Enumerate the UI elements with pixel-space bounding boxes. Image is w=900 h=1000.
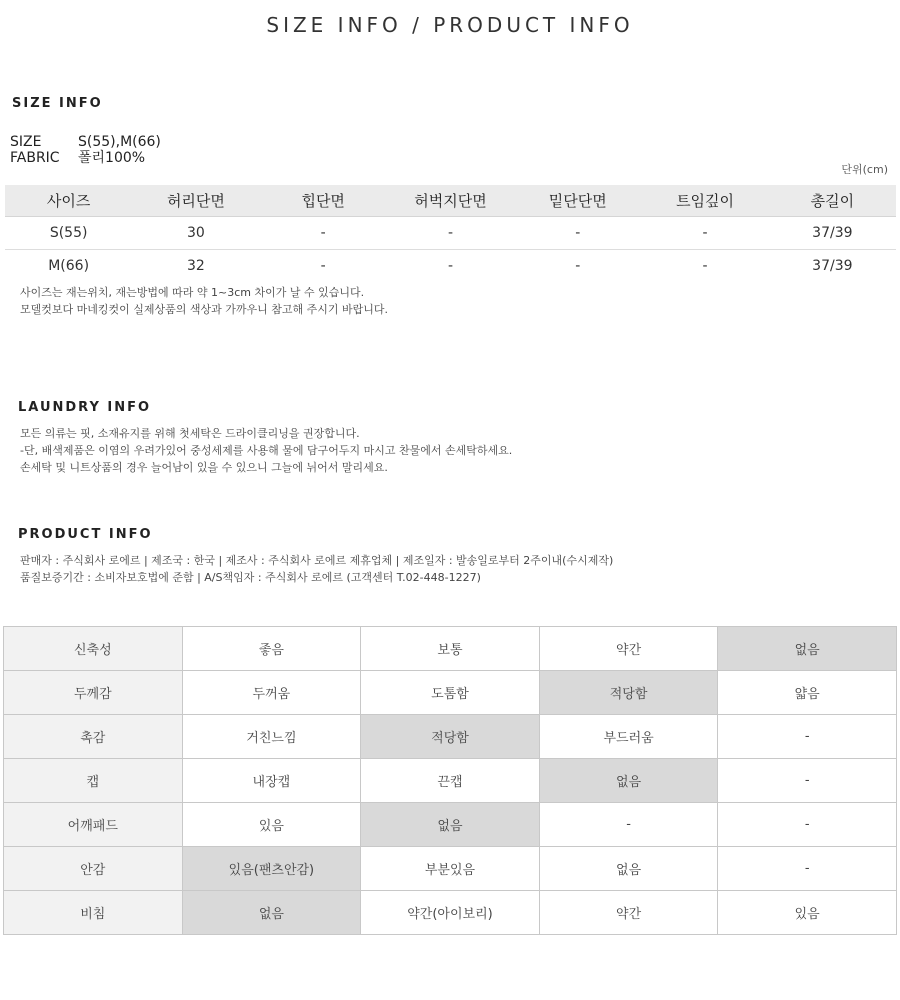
fabric-row-cup — [4, 759, 897, 803]
fabric-row-lining — [4, 847, 897, 891]
fabric-option-cell: 내장캡 — [182, 759, 361, 803]
table-cell: - — [387, 217, 514, 250]
table-cell: - — [447, 258, 454, 274]
fabric-option-cell: - — [718, 759, 897, 803]
fabric-option-cell: - — [718, 803, 897, 847]
product-note-line: 판매자 : 주식회사 로에르 | 제조국 : 한국 | 제조사 : 주식회사 로에르 제휴업체 | 제조일자 : 발송일로부터 2주이내(수시제작) — [20, 554, 614, 567]
hem-column-header: 밑단단면 — [514, 185, 641, 217]
laundry-note-line: 모든 의류는 핏, 소재유지를 위해 첫세탁은 드라이클리닝을 권장합니다. — [20, 427, 360, 440]
fabric-option-cell: 부분있음 — [361, 847, 540, 891]
fabric-option-cell: 없음 — [182, 891, 361, 935]
size-column-header: 사이즈 — [5, 185, 132, 217]
fabric-row-stretch — [4, 627, 897, 671]
slit-column-header: 트임깊이 — [641, 185, 768, 217]
length-column-header: 총길이 — [769, 185, 896, 217]
fabric-option-cell: - — [718, 847, 897, 891]
fabric-option-cell: - — [539, 803, 718, 847]
fabric-property-table — [3, 626, 897, 935]
thigh-column-header: 허벅지단면 — [387, 185, 514, 217]
table-cell: - — [575, 258, 581, 274]
table-row — [5, 217, 896, 250]
size-note-line: 모델컷보다 마네킹컷이 실제상품의 색상과 가까우니 참고해 주시기 바랍니다. — [20, 303, 389, 316]
fabric-option-cell: 없음 — [361, 803, 540, 847]
table-cell: - — [641, 217, 768, 250]
fabric-option-cell: 보통 — [361, 627, 540, 671]
unit-label: 단위(cm) — [841, 163, 888, 176]
fabric-option-cell: 두꺼움 — [182, 671, 361, 715]
fabric-label: FABRIC — [10, 150, 60, 166]
laundry-notes — [20, 425, 512, 476]
page-title: SIZE INFO / PRODUCT INFO — [266, 13, 634, 37]
product-notes — [20, 552, 613, 586]
fabric-row-label: 안감 — [4, 847, 183, 891]
table-row — [5, 250, 896, 283]
table-cell: M(66) — [48, 258, 90, 274]
size-info-heading: SIZE INFO — [12, 96, 103, 111]
fabric-row-label: 캡 — [4, 759, 183, 803]
fabric-option-cell: 좋음 — [182, 627, 361, 671]
fabric-option-cell: 끈캡 — [361, 759, 540, 803]
fabric-row-label: 비침 — [4, 891, 183, 935]
fabric-row-label: 두께감 — [4, 671, 183, 715]
fabric-option-cell: 도톰함 — [361, 671, 540, 715]
fabric-option-cell: - — [718, 715, 897, 759]
fabric-row-label: 어깨패드 — [4, 803, 183, 847]
fabric-option-cell: 없음 — [718, 627, 897, 671]
fabric-option-cell: 약간(아이보리) — [361, 891, 540, 935]
fabric-option-cell: 얇음 — [718, 671, 897, 715]
fabric-option-cell: 적당함 — [361, 715, 540, 759]
fabric-row-shoulder-pad — [4, 803, 897, 847]
fabric-row-sheerness — [4, 891, 897, 935]
table-cell: 30 — [132, 217, 259, 250]
fabric-row-thickness — [4, 671, 897, 715]
fabric-option-cell: 있음 — [718, 891, 897, 935]
laundry-note-line: 손세탁 및 니트상품의 경우 늘어남이 있을 수 있으니 그늘에 뉘어서 말리세요. — [20, 461, 388, 474]
table-cell: S(55) — [5, 217, 132, 250]
size-table — [5, 185, 896, 282]
table-cell: 37/39 — [812, 258, 853, 274]
hip-column-header: 힙단면 — [260, 185, 387, 217]
fabric-row-label: 신축성 — [4, 627, 183, 671]
laundry-note-line: -단, 배색제품은 이염의 우려가있어 중성세제를 사용해 물에 담구어두지 마시고 찬물에서 손세탁하세요. — [20, 444, 513, 457]
fabric-option-cell: 있음(팬츠안감) — [182, 847, 361, 891]
fabric-option-cell: 없음 — [539, 759, 718, 803]
fabric-option-cell: 약간 — [539, 627, 718, 671]
table-cell: - — [320, 258, 326, 274]
product-note-line: 품질보증기간 : 소비자보호법에 준함 | A/S책임자 : 주식회사 로에르 (고객센터 T.02-448-1227) — [20, 571, 481, 584]
table-cell: - — [514, 217, 641, 250]
table-cell: - — [702, 258, 708, 274]
fabric-row-label: 촉감 — [4, 715, 183, 759]
table-cell: 37/39 — [769, 217, 896, 250]
fabric-option-cell: 부드러움 — [539, 715, 718, 759]
laundry-info-heading: LAUNDRY INFO — [18, 400, 152, 415]
fabric-option-cell: 없음 — [539, 847, 718, 891]
table-cell: 32 — [187, 258, 205, 274]
size-label: SIZE — [10, 134, 42, 150]
product-info-heading: PRODUCT INFO — [18, 527, 153, 542]
table-cell: - — [260, 217, 387, 250]
fabric-option-cell: 적당함 — [539, 671, 718, 715]
fabric-option-cell: 거친느낌 — [182, 715, 361, 759]
fabric-option-cell: 있음 — [182, 803, 361, 847]
size-spec-row — [10, 134, 161, 151]
size-table-header-row — [5, 185, 896, 217]
size-notes — [20, 284, 388, 318]
fabric-option-cell: 약간 — [539, 891, 718, 935]
waist-column-header: 허리단면 — [132, 185, 259, 217]
fabric-value: 폴리100% — [78, 150, 146, 166]
size-note-line: 사이즈는 재는위치, 재는방법에 따라 약 1~3cm 차이가 날 수 있습니다. — [20, 286, 365, 299]
size-value: S(55),M(66) — [78, 134, 161, 150]
fabric-spec-row — [10, 150, 145, 167]
fabric-row-texture — [4, 715, 897, 759]
